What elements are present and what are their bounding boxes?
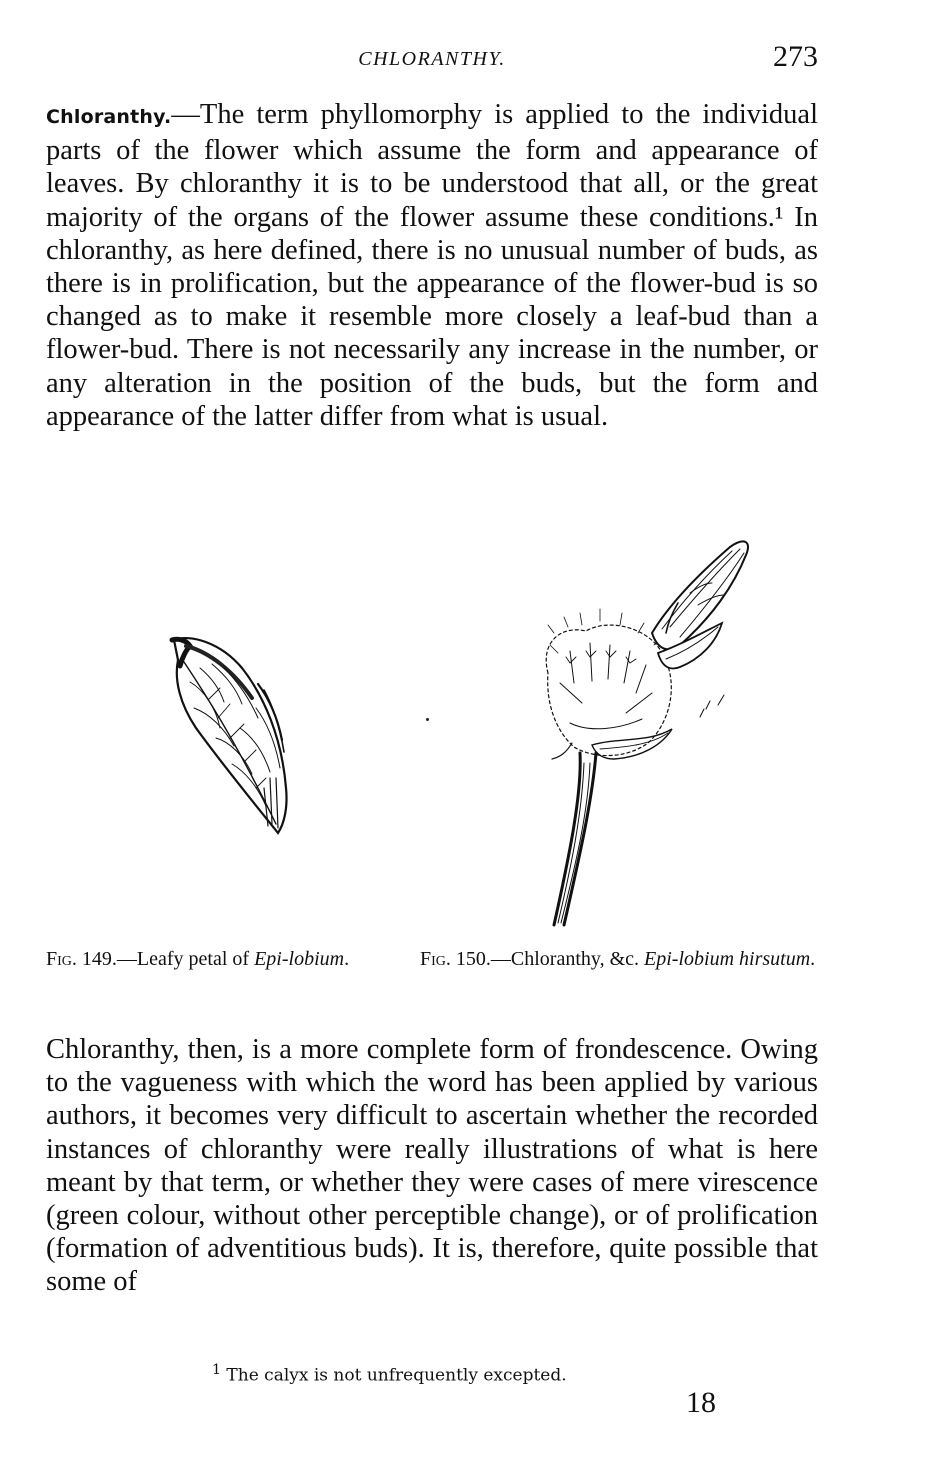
figure-149-end: . [344,948,350,970]
figure-150-label: Fig. 150. [420,948,491,970]
figure-149-taxon: Epi-lobium [254,948,345,970]
figure-149-label: Fig. 149. [46,948,117,970]
figure-150-taxon: Epi-lobium hirsutum [644,948,811,970]
running-title: CHLORANTHY. [358,48,506,70]
footnote [212,1362,567,1386]
page-header [46,40,818,80]
figure-149-leafy-petal-illustration [160,628,300,838]
stray-dot [426,718,429,721]
figure-149-caption-text: —Leafy petal of [116,948,255,970]
figure-150-caption-text: —Chloranthy, &c. [490,948,645,970]
paragraph-chloranthy [46,98,818,433]
runin-heading: Chloranthy. [46,106,172,128]
footnote-text: The calyx is not unfrequently excepted. [226,1365,567,1386]
figure-149-caption [46,948,418,971]
figure-150-chloranthy-illustration [530,533,765,928]
figure-150-end: . [810,948,816,970]
page-number: 273 [773,40,818,73]
paragraph-1-text: —The term phyllomorphy is applied to the individual parts of the flower which assume the form and appearance of leaves. By chloranthy it is to be understood that all, or the great majority of the organs of the flower assume these conditions.¹ In chloranthy, as here defined, there is no unusual number of buds, as there is in prolification, but the appearance of the flower-bud is so changed as to make it resemble more closely a leaf-bud than a flower-bud. There is not necessarily any increase in the number, or any alteration in the position of the buds, but the form and appearance of the latter differ from what is usual. [46,99,818,432]
footnote-marker: 1 [212,1362,222,1378]
signature-mark: 18 [686,1386,716,1419]
figure-150-caption [420,948,820,971]
paragraph-frondescence: Chloranthy, then, is a more complete form of frondescence. Owing to the vagueness with which the word has been applied by various authors, it becomes very difficult to ascertain whether the recorded instances of chloranthy were really illustrations of what is here meant by that term, or whether they were cases of mere virescence (green colour, without other perceptible change), or of prolification (formation of adventitious buds). It is, therefore, quite possible that some of [46,1034,818,1298]
